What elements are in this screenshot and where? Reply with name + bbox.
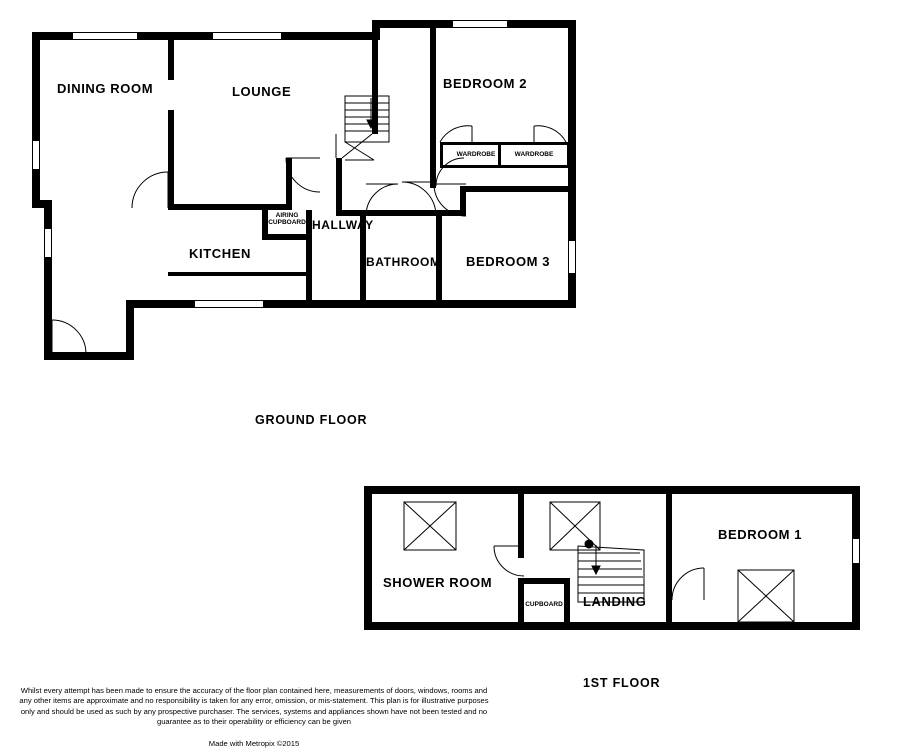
first-partition-cupboard-top — [518, 578, 570, 584]
floor-title-ground: GROUND FLOOR — [255, 413, 368, 427]
window-kitchen-bottom — [194, 300, 264, 308]
airing-cupboard-line2: CUPBOARD — [268, 219, 306, 227]
opening-lounge-right — [342, 134, 372, 158]
window-dining-top — [72, 32, 138, 40]
room-label-landing: LANDING — [583, 594, 647, 609]
room-label-shower-room: SHOWER ROOM — [383, 575, 493, 590]
bedroom1-fitting-outline — [738, 570, 794, 622]
ground-partition-bedroom3-left-top — [460, 186, 466, 216]
room-label-dining-room: DINING ROOM — [57, 81, 154, 96]
room-label-bedroom-3: BEDROOM 3 — [466, 254, 551, 269]
door-arc-bedroom1 — [672, 568, 704, 600]
room-label-hallway: HALLWAY — [312, 218, 374, 232]
first-wall-top — [364, 486, 860, 494]
door-arc-entry-bottom-left — [52, 320, 86, 354]
ground-partition-lounge-hall-v — [286, 158, 292, 210]
window-bedroom2-top — [452, 20, 508, 28]
bedroom1-fitting-x2 — [738, 570, 794, 622]
ground-wall-bottom-step-v — [126, 300, 134, 360]
ground-partition-kitchen-hall-line — [168, 272, 312, 276]
first-partition-shower-right — [518, 486, 524, 558]
ground-partition-lounge-bedroom2-top — [372, 40, 378, 134]
ground-partition-hall-bedroom2 — [430, 28, 436, 188]
room-label-lounge: LOUNGE — [232, 84, 292, 99]
bedroom1-fitting-x1 — [738, 570, 794, 622]
ground-wall-bottom-left — [44, 352, 134, 360]
room-label-kitchen: KITCHEN — [189, 246, 251, 261]
stair-edge-lower-ground — [345, 142, 374, 160]
window-bedroom3-right — [568, 240, 576, 274]
door-arc-wardrobe-right — [534, 126, 566, 142]
ground-wall-top-step — [372, 20, 380, 40]
ground-wall-left-upper — [32, 32, 40, 208]
room-label-bedroom-1: BEDROOM 1 — [718, 527, 803, 542]
room-label-bathroom: BATHROOM — [366, 255, 441, 269]
ground-partition-dining-lounge-upper — [168, 40, 174, 80]
stair-direction-arrow-first — [592, 566, 600, 574]
first-wall-bottom — [364, 622, 860, 630]
landing-fitting-outline — [550, 502, 600, 550]
ground-wall-left-lower — [44, 200, 52, 360]
plan-disclaimer: Whilst every attempt has been made to ensure the accuracy of the floor plan contained here, measurements of doors, windows, rooms and any other items are approximate and no responsibility is taken for any error, omission, or mis-statement. This plan is for illustrative purposes only and should be used as such by any prospective purchaser. The services, systems and appliances shown have not been tested and no guarantee as to their operability or efficiency can be given — [19, 686, 489, 726]
ground-partition-bedroom3-top — [466, 186, 570, 192]
room-label-cupboard: CUPBOARD — [525, 601, 563, 608]
stair-outline-ground — [345, 96, 389, 142]
landing-fitting-x2 — [550, 502, 600, 550]
door-arc-wardrobe-left — [440, 126, 472, 142]
door-arc-dining-kitchen — [132, 172, 168, 208]
airing-cupboard-line1: AIRING — [275, 212, 299, 219]
room-label-wardrobe-right: WARDROBE — [514, 151, 554, 158]
shower-tray-x2 — [404, 502, 456, 550]
window-kitchen-left — [44, 228, 52, 258]
floor-title-first: 1ST FLOOR — [583, 676, 661, 690]
ground-partition-kitchen-top — [168, 204, 292, 210]
plan-attribution: Made with Metropix ©2015 — [208, 739, 300, 748]
ground-partition-airing-bottom — [262, 234, 312, 240]
shower-tray-outline — [404, 502, 456, 550]
window-dining-left — [32, 140, 40, 170]
ground-partition-hall-right — [336, 158, 342, 210]
shower-tray-x1 — [404, 502, 456, 550]
stair-newel-first — [585, 540, 593, 548]
window-lounge-top — [212, 32, 282, 40]
room-label-airing-cupboard — [264, 212, 310, 227]
window-bedroom1-right — [852, 538, 860, 564]
landing-fitting-x1 — [550, 502, 600, 550]
room-label-bedroom-2: BEDROOM 2 — [443, 76, 528, 91]
first-wall-left — [364, 486, 372, 630]
ground-partition-dining-lounge — [168, 110, 174, 210]
first-partition-landing-bedroom1 — [666, 486, 672, 630]
ground-partition-hall-lower — [336, 210, 466, 216]
room-label-wardrobe-left: WARDROBE — [456, 151, 496, 158]
